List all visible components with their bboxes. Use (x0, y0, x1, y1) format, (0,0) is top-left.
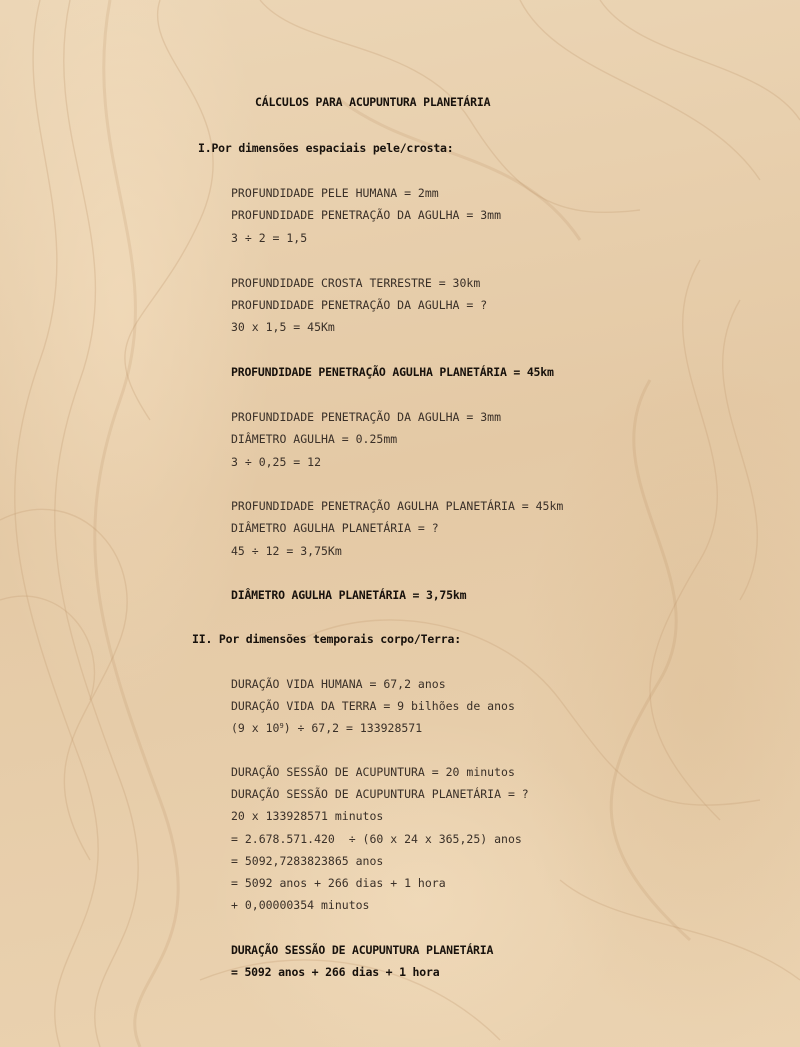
calc-line: DURAÇÃO SESSÃO DE ACUPUNTURA = 20 minutos (231, 765, 515, 779)
calc-line: DURAÇÃO VIDA DA TERRA = 9 bilhões de anos (231, 699, 515, 713)
calc-line: + 0,00000354 minutos (231, 898, 370, 912)
calc-line: = 5092 anos + 266 dias + 1 hora (231, 876, 446, 890)
calc-line: PROFUNDIDADE PENETRAÇÃO DA AGULHA = ? (231, 298, 488, 312)
formula-before: (9 x 10 (231, 721, 280, 735)
calc-line: 45 ÷ 12 = 3,75Km (231, 544, 342, 558)
calc-line: PROFUNDIDADE PENETRAÇÃO AGULHA PLANETÁRIA = 45km (231, 499, 564, 513)
calc-line: PROFUNDIDADE PENETRAÇÃO DA AGULHA = 3mm (231, 208, 502, 222)
result-needle-depth: PROFUNDIDADE PENETRAÇÃO AGULHA PLANETÁRIA = 45km (231, 365, 554, 379)
calc-line: DURAÇÃO VIDA HUMANA = 67,2 anos (231, 677, 446, 691)
calc-line: DIÂMETRO AGULHA PLANETÁRIA = ? (231, 521, 439, 535)
result-needle-diameter: DIÂMETRO AGULHA PLANETÁRIA = 3,75km (231, 588, 467, 602)
formula-line (231, 721, 422, 735)
section-1-heading: I.Por dimensões espaciais pele/crosta: (198, 141, 454, 155)
calc-line: DURAÇÃO SESSÃO DE ACUPUNTURA PLANETÁRIA = ? (231, 787, 529, 801)
page-title: CÁLCULOS PARA ACUPUNTURA PLANETÁRIA (255, 95, 491, 109)
calc-line: = 2.678.571.420 ÷ (60 x 24 x 365,25) anos (231, 832, 522, 846)
formula-exponent: 9 (279, 722, 284, 730)
calc-line: PROFUNDIDADE PENETRAÇÃO DA AGULHA = 3mm (231, 410, 502, 424)
calc-line: PROFUNDIDADE PELE HUMANA = 2mm (231, 186, 439, 200)
calc-line: 3 ÷ 2 = 1,5 (231, 231, 308, 245)
calc-line: = 5092,7283823865 anos (231, 854, 384, 868)
result-session-label: DURAÇÃO SESSÃO DE ACUPUNTURA PLANETÁRIA (231, 943, 494, 957)
calc-line: 20 x 133928571 minutos (231, 809, 384, 823)
formula-after: ) ÷ 67,2 = 133928571 (283, 721, 423, 735)
result-session-value: = 5092 anos + 266 dias + 1 hora (231, 965, 440, 979)
calc-line: 3 ÷ 0,25 = 12 (231, 455, 322, 469)
calc-line: DIÂMETRO AGULHA = 0.25mm (231, 432, 398, 446)
calc-line: 30 x 1,5 = 45Km (231, 320, 335, 334)
calc-line: PROFUNDIDADE CROSTA TERRESTRE = 30km (231, 276, 481, 290)
section-2-heading: II. Por dimensões temporais corpo/Terra: (192, 632, 461, 646)
